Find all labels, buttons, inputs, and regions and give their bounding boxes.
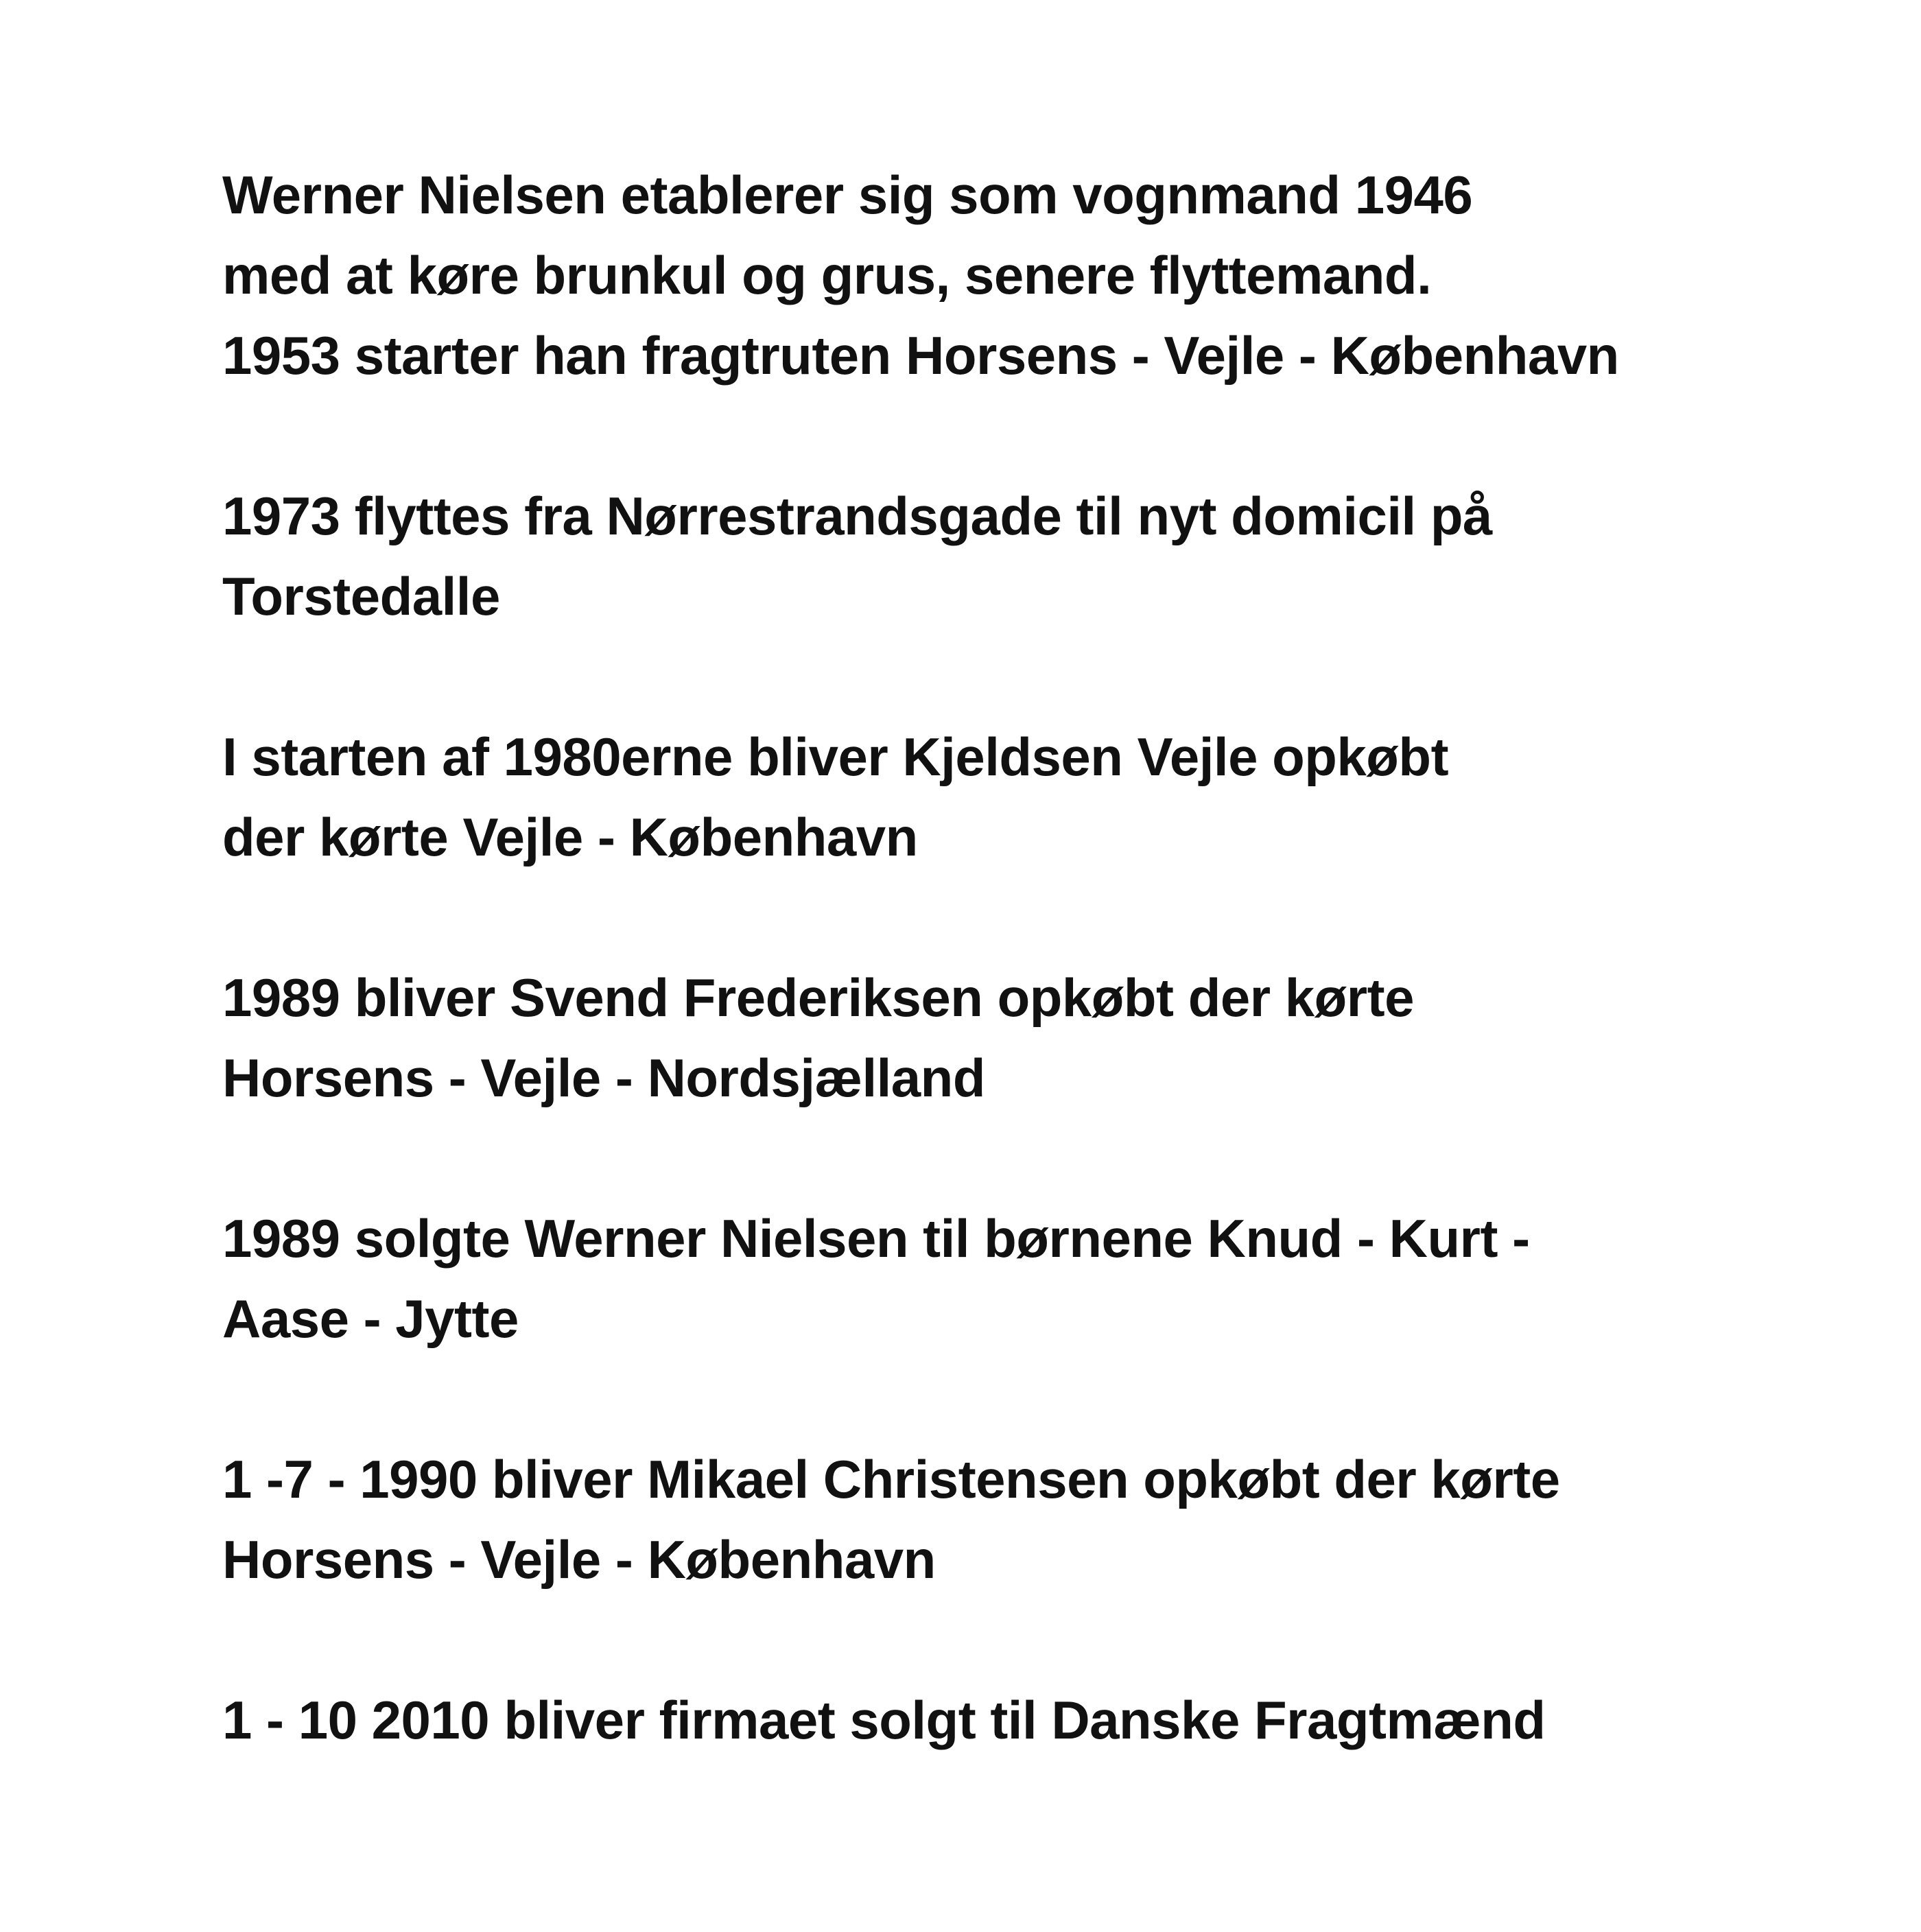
text-line: Horsens - Vejle - København xyxy=(222,1529,936,1590)
text-line: Aase - Jytte xyxy=(222,1288,519,1349)
text-line: der kørte Vejle - København xyxy=(222,807,918,867)
text-line: 1989 bliver Svend Frederiksen opkøbt der kørte xyxy=(222,967,1414,1028)
paragraph-1989-sale xyxy=(222,1199,1883,1359)
text-line: I starten af 1980erne bliver Kjeldsen Vejle opkøbt xyxy=(222,727,1449,787)
paragraph-1980s-acquisition xyxy=(222,717,1883,877)
paragraph-founding xyxy=(222,155,1883,396)
paragraph-1990-acquisition xyxy=(222,1439,1883,1600)
text-line: Horsens - Vejle - Nordsjælland xyxy=(222,1048,985,1108)
text-line: Torstedalle xyxy=(222,566,500,626)
text-line: med at køre brunkul og grus, senere flyttemand. xyxy=(222,245,1432,305)
text-line: 1 - 10 2010 bliver firmaet solgt til Danske Fragtmænd xyxy=(222,1690,1546,1750)
text-line: 1 -7 - 1990 bliver Mikael Christensen opkøbt der kørte xyxy=(222,1449,1560,1509)
paragraph-1989-acquisition xyxy=(222,958,1883,1118)
text-line: 1953 starter han fragtruten Horsens - Vejle - København xyxy=(222,325,1619,386)
text-line: 1989 solgte Werner Nielsen til børnene Knud - Kurt - xyxy=(222,1208,1530,1269)
paragraph-2010-sale xyxy=(222,1680,1883,1760)
paragraph-1973-move xyxy=(222,476,1883,637)
text-line: Werner Nielsen etablerer sig som vognmand 1946 xyxy=(222,165,1473,225)
text-line: 1973 flyttes fra Nørrestrandsgade til nyt domicil på xyxy=(222,486,1492,546)
history-document xyxy=(222,155,1883,1760)
